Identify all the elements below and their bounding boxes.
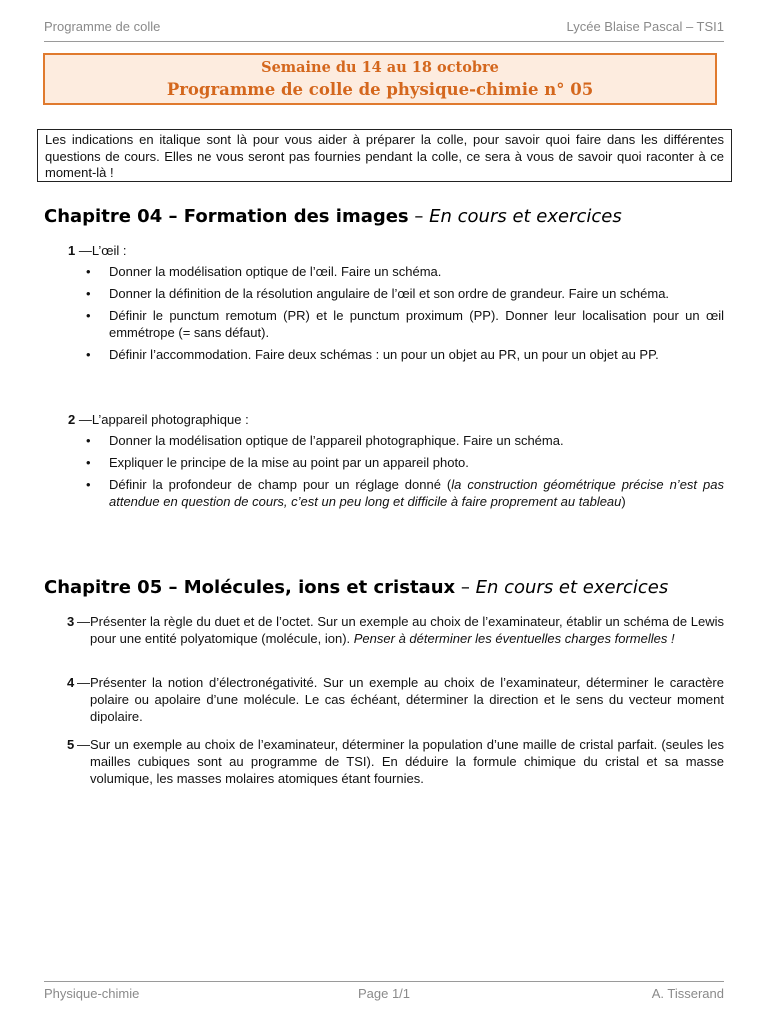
question-item: 3 — Présenter la règle du duet et de l’octet. Sur un exemple au choix de l’examinateur, établir un schéma de Lewis pour une entité polyatomique (molécule, ion). Penser à déterminer les éventuelles charges formelles ! <box>67 614 724 646</box>
footer-rule <box>44 981 724 982</box>
chapter-title: Chapitre 04 – Formation des images <box>44 206 409 227</box>
page-title: Programme de colle de physique-chimie n° 05 <box>166 80 594 99</box>
bullet-list <box>86 264 724 369</box>
question-number: 3 <box>67 614 75 629</box>
chapter-subtitle: En cours et exercices <box>475 577 669 598</box>
list-item: • Donner la modélisation optique de l’œil. Faire un schéma. <box>86 264 442 279</box>
chapter-heading: Chapitre 04 – Formation des images – En cours et exercices <box>44 206 622 227</box>
question-number: 2 <box>68 412 76 427</box>
question-item: 4 — Présenter la notion d’électronégativité. Sur un exemple au choix de l’examinateur, déterminer le caractère polaire ou apolaire d’une molécule. Le cas échéant, déterminer la direction et le sens du vecteur moment dipolaire. <box>67 675 724 724</box>
question-number: 1 <box>68 243 76 258</box>
header-right: Lycée Blaise Pascal – TSI1 <box>566 19 724 34</box>
page-number: Page 1/1 <box>357 986 411 1001</box>
header-rule <box>44 41 724 42</box>
chapter-title: Chapitre 05 – Molécules, ions et cristaux <box>44 577 456 598</box>
title-box <box>43 53 717 105</box>
list-item: • Donner la définition de la résolution angulaire de l’œil et son ordre de grandeur. Faire un schéma. <box>86 286 670 301</box>
question-label: L’œil : <box>91 243 127 258</box>
running-header <box>44 19 724 34</box>
running-footer <box>44 986 724 1001</box>
footer-left: Physique-chimie <box>44 986 140 1001</box>
week-title: Semaine du 14 au 18 octobre <box>261 59 499 76</box>
bullet-list <box>86 433 724 516</box>
question-item: 5 — Sur un exemple au choix de l’examinateur, déterminer la population d’une maille de cristal parfait. (seules les mailles cubiques sont au programme de TSI). En déduire la formule chimique du cristal et sa masse volumique, les masses molaires atomiques étant fournies. <box>67 737 724 786</box>
question-number: 4 <box>67 675 75 690</box>
question-label: L’appareil photographique : <box>91 412 249 427</box>
question-number: 5 <box>67 737 75 752</box>
chapter-heading: Chapitre 05 – Molécules, ions et cristaux – En cours et exercices <box>44 577 669 598</box>
list-item: • Expliquer le principe de la mise au point par un appareil photo. <box>86 455 469 470</box>
footer-author: A. Tisserand <box>651 986 724 1001</box>
chapter-subtitle: En cours et exercices <box>429 206 622 227</box>
instructions-note: Les indications en italique sont là pour vous aider à préparer la colle, pour savoir quoi faire dans les différentes questions de cours. Elles ne vous seront pas fournies pendant la colle, ce sera à vous de savoir quoi raconter à ce moment-là ! <box>37 129 732 182</box>
list-item: • Définir le punctum remotum (PR) et le punctum proximum (PP). Donner leur localisation pour un œil emmétrope (= sans défaut). <box>86 308 724 340</box>
question-heading: 2 —L’appareil photographique : <box>68 412 249 427</box>
list-item: • Définir la profondeur de champ pour un réglage donné (la construction géométrique précise n’est pas attendue en question de cours, c’est un peu long et difficile à faire proprement au tableau) <box>86 477 724 509</box>
question-heading: 1 —L’œil : <box>68 243 127 258</box>
list-item: • Définir l’accommodation. Faire deux schémas : un pour un objet au PR, un pour un objet au PP. <box>86 346 659 362</box>
header-left: Programme de colle <box>44 19 161 34</box>
list-item: • Donner la modélisation optique de l’appareil photographique. Faire un schéma. <box>86 433 564 448</box>
